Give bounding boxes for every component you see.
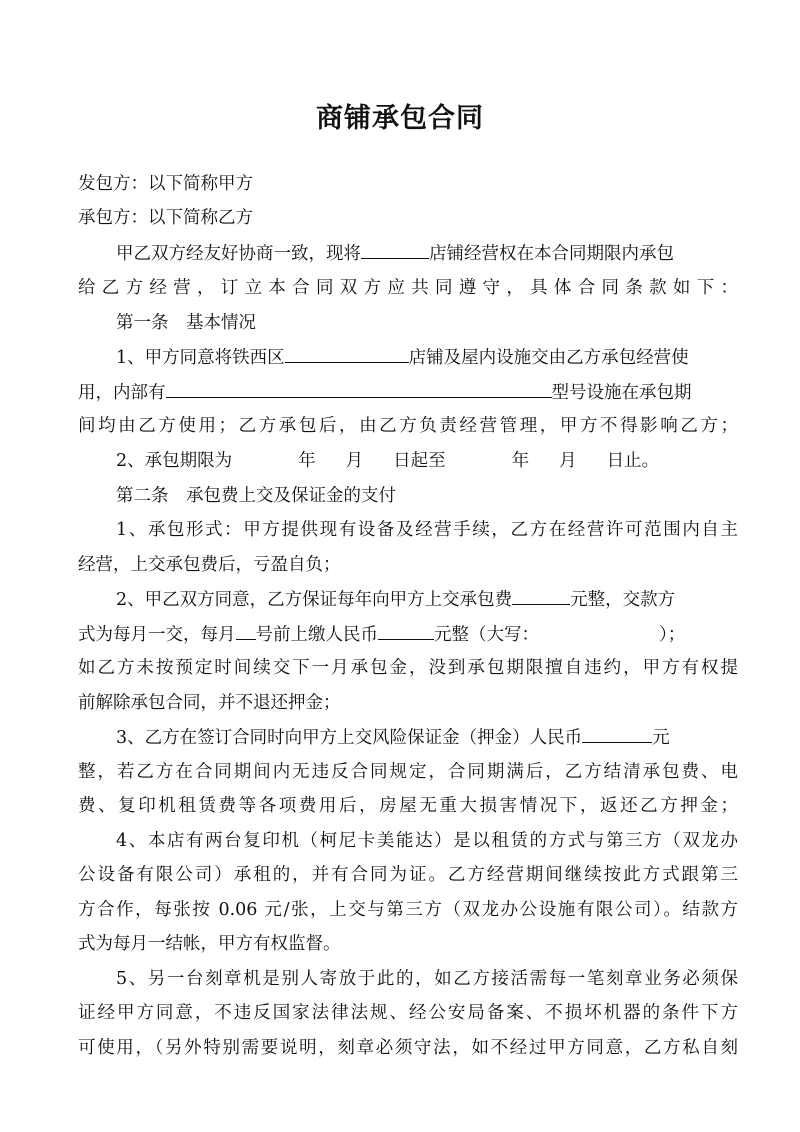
text: 店铺及屋内设施交由乙方承包经营使 xyxy=(408,348,689,368)
text: 1、甲方同意将铁西区 xyxy=(116,348,285,368)
text: 公设备有限公司）承租的，并有合同为证。乙方经营期间继续按此方式跟第三 xyxy=(78,865,738,885)
text: 用，内部有 xyxy=(78,383,166,403)
article-2-clause-4-line-1 xyxy=(116,829,738,853)
text: 承包方：以下简称乙方 xyxy=(78,208,253,228)
article-2-clause-2-line-2 xyxy=(78,622,738,647)
article-2-clause-5-line-3 xyxy=(78,1036,738,1060)
article-2-clause-3-line-2 xyxy=(78,760,738,784)
article-2-clause-3-line-1 xyxy=(116,725,738,750)
intro-line-2 xyxy=(78,276,738,300)
article-2-clause-5-line-2 xyxy=(78,1001,738,1025)
text: 店铺经营权在本合同期限内承包 xyxy=(429,244,674,264)
article-1-heading xyxy=(116,311,776,335)
article-2-clause-4-line-4 xyxy=(78,932,738,956)
text: 1、承包形式：甲方提供现有设备及经营手续，乙方在经营许可范围内自主 xyxy=(116,520,738,540)
text: 元整，交款方 xyxy=(570,590,676,610)
payment-day-blank[interactable] xyxy=(236,622,256,640)
article-2-clause-2-line-1 xyxy=(116,587,738,612)
annual-fee-blank[interactable] xyxy=(512,587,570,605)
facilities-blank[interactable] xyxy=(166,380,552,398)
text: 日起至 xyxy=(393,451,446,471)
party-a-line xyxy=(78,172,738,196)
text: 甲乙双方经友好协商一致，现将 xyxy=(116,244,361,264)
text: 元整（大写： xyxy=(434,625,539,645)
deposit-amount-blank[interactable] xyxy=(582,725,652,743)
text: 式为每月一结帐，甲方有权监督。 xyxy=(78,934,341,954)
text: 式为每月一交，每月 xyxy=(78,625,236,645)
article-2-clause-1-line-1 xyxy=(116,518,738,542)
text: 前解除承包合同，并不退还押金； xyxy=(78,693,341,713)
article-1-clause-1-line-1 xyxy=(116,345,738,370)
text: 月 xyxy=(559,451,577,471)
monthly-amount-blank[interactable] xyxy=(378,622,434,640)
text: 3、乙方在签订合同时向甲方上交风险保证金（押金）人民币 xyxy=(116,728,583,748)
text: 年 xyxy=(298,451,316,471)
text: 发包方：以下简称甲方 xyxy=(78,174,253,194)
text: 可使用，（另外特别需要说明，刻章必须守法，如不经过甲方同意，乙方私自刻 xyxy=(78,1038,738,1058)
district-location-blank[interactable] xyxy=(285,345,409,363)
article-2-heading xyxy=(116,484,776,508)
article-2-clause-4-line-3 xyxy=(78,898,738,922)
text: 经营，上交承包费后，亏盈自负； xyxy=(78,555,341,575)
shop-name-blank[interactable] xyxy=(361,241,429,259)
text: 型号设施在承包期 xyxy=(551,383,692,403)
text: 如乙方未按预定时间续交下一月承包金，没到承包期限擅自违约，甲方有权提 xyxy=(78,658,738,678)
article-1-clause-1-line-2 xyxy=(78,380,738,405)
party-b-line xyxy=(78,206,738,230)
text: 第一条 基本情况 xyxy=(116,313,256,333)
text: 4、本店有两台复印机（柯尼卡美能达）是以租赁的方式与第三方（双龙办 xyxy=(116,831,738,851)
text: 号前上缴人民币 xyxy=(255,625,378,645)
article-1-clause-1-line-3 xyxy=(78,414,738,438)
text: 证经甲方同意，不违反国家法律法规、经公安局备案、不损坏机器的条件下方 xyxy=(78,1003,738,1023)
text: 给乙方经营，订立本合同双方应共同遵守，具体合同条款如下： xyxy=(78,278,738,298)
text: 整，若乙方在合同期间内无违反合同规定，合同期满后，乙方结清承包费、电 xyxy=(78,762,738,782)
text: 间均由乙方使用；乙方承包后，由乙方负责经营管理，甲方不得影响乙方； xyxy=(78,416,738,436)
text: 第二条 承包费上交及保证金的支付 xyxy=(116,486,396,506)
article-2-clause-4-line-2 xyxy=(78,863,738,887)
text: 方合作，每张按 0.06 元/张，上交与第三方（双龙办公设施有限公司）。结款方 xyxy=(78,900,738,920)
text: 日止。 xyxy=(606,451,660,471)
text: 2、甲乙双方同意，乙方保证每年向甲方上交承包费 xyxy=(116,590,513,610)
text: ）； xyxy=(659,625,686,645)
article-2-clause-3-line-3 xyxy=(78,794,738,818)
article-2-clause-2-line-3 xyxy=(78,656,738,680)
text: 费、复印机租赁费等各项费用后，房屋无重大损害情况下，返还乙方押金； xyxy=(78,796,738,816)
text: 2、承包期限为 xyxy=(116,451,233,471)
text: 月 xyxy=(345,451,364,471)
article-2-clause-2-line-4 xyxy=(78,691,738,715)
contract-period-line xyxy=(116,449,738,473)
text: 5、另一台刻章机是别人寄放于此的，如乙方接活需每一笔刻章业务必须保 xyxy=(116,969,738,989)
document-title: 商铺承包合同 xyxy=(316,103,484,134)
intro-line-1 xyxy=(116,241,738,266)
article-2-clause-5-line-1 xyxy=(116,967,738,991)
text: 元 xyxy=(652,728,670,748)
text: 年 xyxy=(511,451,530,471)
article-2-clause-1-line-2 xyxy=(78,553,738,577)
